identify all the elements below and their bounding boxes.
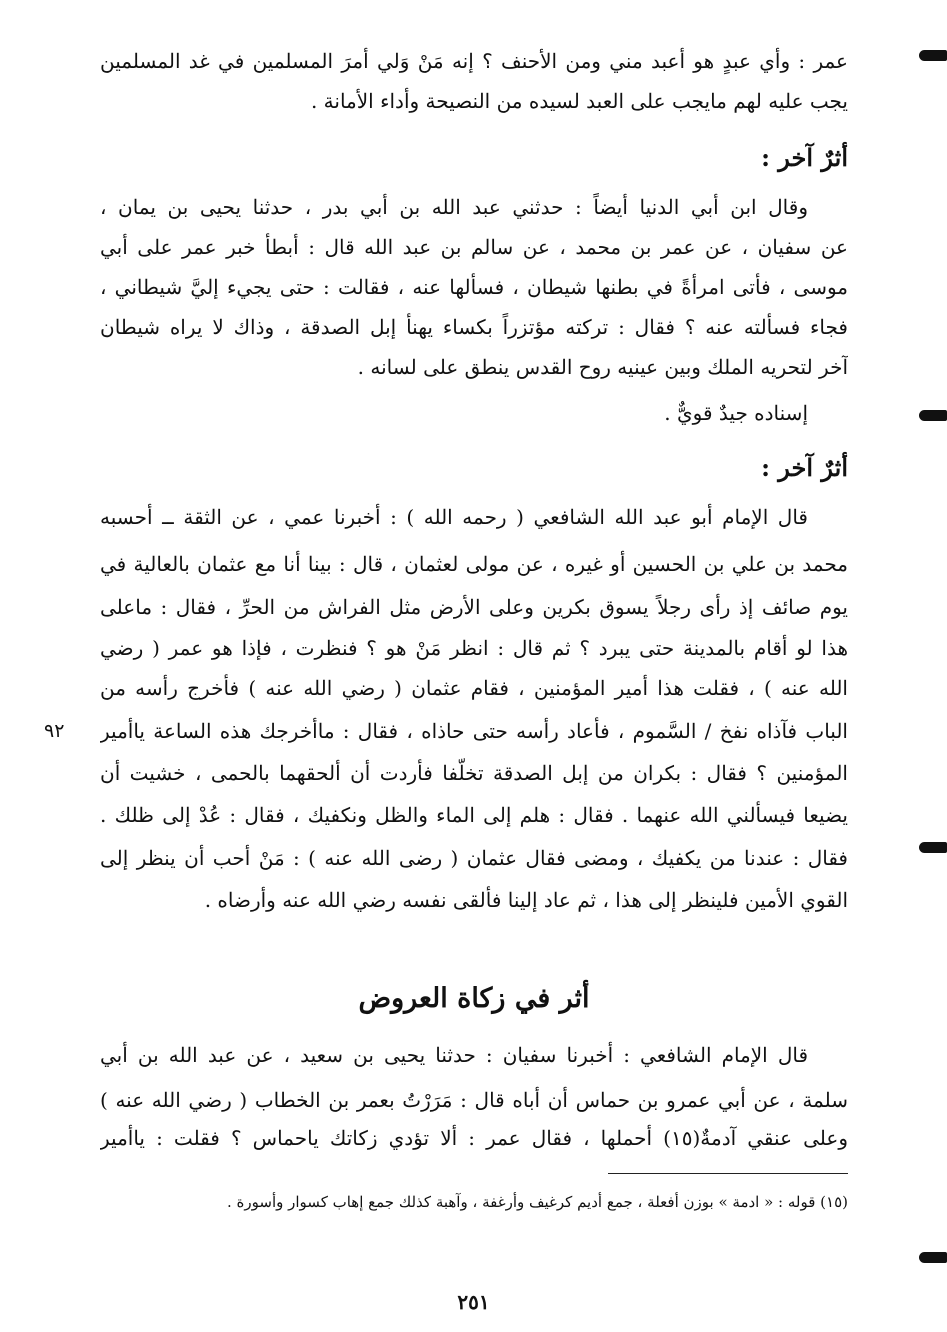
paragraph-3-line-4: هذا لو أقام بالمدينة حتى يبرد ؟ ثم قال : انظر مَنْ هو ؟ فنظرت ، فإذا هو عمر ( رضي xyxy=(100,636,848,660)
margin-mark xyxy=(919,1252,947,1263)
footnote-separator xyxy=(608,1173,848,1174)
paragraph-3-line-7: المؤمنين ؟ فقال : بكران من إبل الصدقة تخلَّفا فأردت أن ألحقهما بالحمى ، خشيت أن xyxy=(100,761,848,785)
paragraph-3-line-5: الله عنه ) ، فقلت هذا أمير المؤمنين ، فقام عثمان ( رضي الله عنه ) فأخرج رأسه من xyxy=(100,676,848,700)
page-number: ٢٥١ xyxy=(457,1290,490,1314)
paragraph-2-line-4: فجاء فسألته عنه ؟ فقال : تركته مؤتزراً بكساء يهنأ إبل الصدقة ، وذاك لا يراه شيطان xyxy=(100,315,848,339)
paragraph-4-line-1: قال الإمام الشافعي : أخبرنا سفيان : حدثنا يحيى بن سعيد ، عن عبد الله بن أبي xyxy=(100,1043,808,1067)
isnad-note: إسناده جيدٌ قويٌّ . xyxy=(664,401,808,425)
margin-mark xyxy=(919,50,947,61)
paragraph-1-line-2: يجب عليه لهم مايجب على العبد لسيده من النصيحة وأداء الأمانة . xyxy=(310,89,848,113)
text-column xyxy=(100,0,848,1332)
heading-athar-akhar-2: أثرٌ آخر : xyxy=(761,453,848,482)
paragraph-3-line-6: الباب فآذاه نفخ / السَّموم ، فأعاد رأسه حتى حاذاه ، فقال : ماأخرجك هذه الساعة ياأمير xyxy=(100,719,848,743)
paragraph-4-line-2: سلمة ، عن أبي عمرو بن حماس أن أباه قال : مَرَرْتُ بعمر بن الخطاب ( رضي الله عنه ) xyxy=(100,1088,848,1112)
heading-athar-akhar-1: أثرٌ آخر : xyxy=(761,143,848,172)
paragraph-2-line-5: آخر لتحريه الملك وبين عينيه روح القدس ينطق على لسانه . xyxy=(357,355,848,379)
paragraph-3-line-2: محمد بن علي بن الحسين أو غيره ، عن مولى لعثمان ، قال : بينا أنا مع عثمان بالعالية في xyxy=(100,552,848,576)
margin-mark xyxy=(919,842,947,853)
section-title: أثر في زكاة العروض xyxy=(358,983,590,1014)
paragraph-4-line-3: وعلى عنقي آدمةٌ(١٥) أحملها ، فقال عمر : ألا تؤدي زكاتك ياحماس ؟ فقلت : ياأمير xyxy=(100,1126,848,1150)
paragraph-2-line-1: وقال ابن أبي الدنيا أيضاً : حدثني عبد الله بن أبي بدر ، حدثنا يحيى بن يمان ، xyxy=(100,195,808,219)
footnote: (١٥) قوله : « ادمة » بوزن أفعلة ، جمع أديم كرغيف وأرغفة ، وآهبة كذلك جمع إهاب كسوار وأسورة . xyxy=(227,1193,848,1211)
paragraph-3-line-1: قال الإمام أبو عبد الله الشافعي ( رحمه الله ) : أخبرنا عمي ، عن الثقة ــ أحسبه xyxy=(100,505,808,529)
margin-page-reference: ٩٢ xyxy=(44,720,65,742)
margin-mark xyxy=(919,410,947,421)
paragraph-2-line-2: عن سفيان ، عن عمر بن محمد ، عن سالم بن عبد الله قال : أبطأ خبر عمر على أبي xyxy=(100,235,848,259)
paragraph-1-line-1: عمر : وأي عبدٍ هو أعبد مني ومن الأحنف ؟ إنه مَنْ وَلي أمرَ المسلمين في غد المسلمين xyxy=(100,49,848,73)
paragraph-2-line-3: موسى ، فأتى امرأةً في بطنها شيطان ، فسألها عنه ، فقالت : حتى يجيء إليَّ شيطاني ، xyxy=(100,275,848,299)
paragraph-3-line-10: القوي الأمين فلينظر إلى هذا ، ثم عاد إلينا فألقى نفسه رضي الله عنه وأرضاه . xyxy=(204,888,848,912)
paragraph-3-line-3: يوم صائف إذ رأى رجلاً يسوق بكرين وعلى الأرض مثل الفراش من الحرِّ ، فقال : ماعلى xyxy=(100,595,848,619)
paragraph-3-line-9: فقال : عندنا من يكفيك ، ومضى فقال عثمان ( رضى الله عنه ) : مَنْ أحب أن ينظر إلى xyxy=(100,846,848,870)
paragraph-3-line-8: يضيعا فيسألني الله عنهما . فقال : هلم إلى الماء والظل ونكفيك ، فقال : عُدْ إلى ظلك . xyxy=(100,803,848,827)
